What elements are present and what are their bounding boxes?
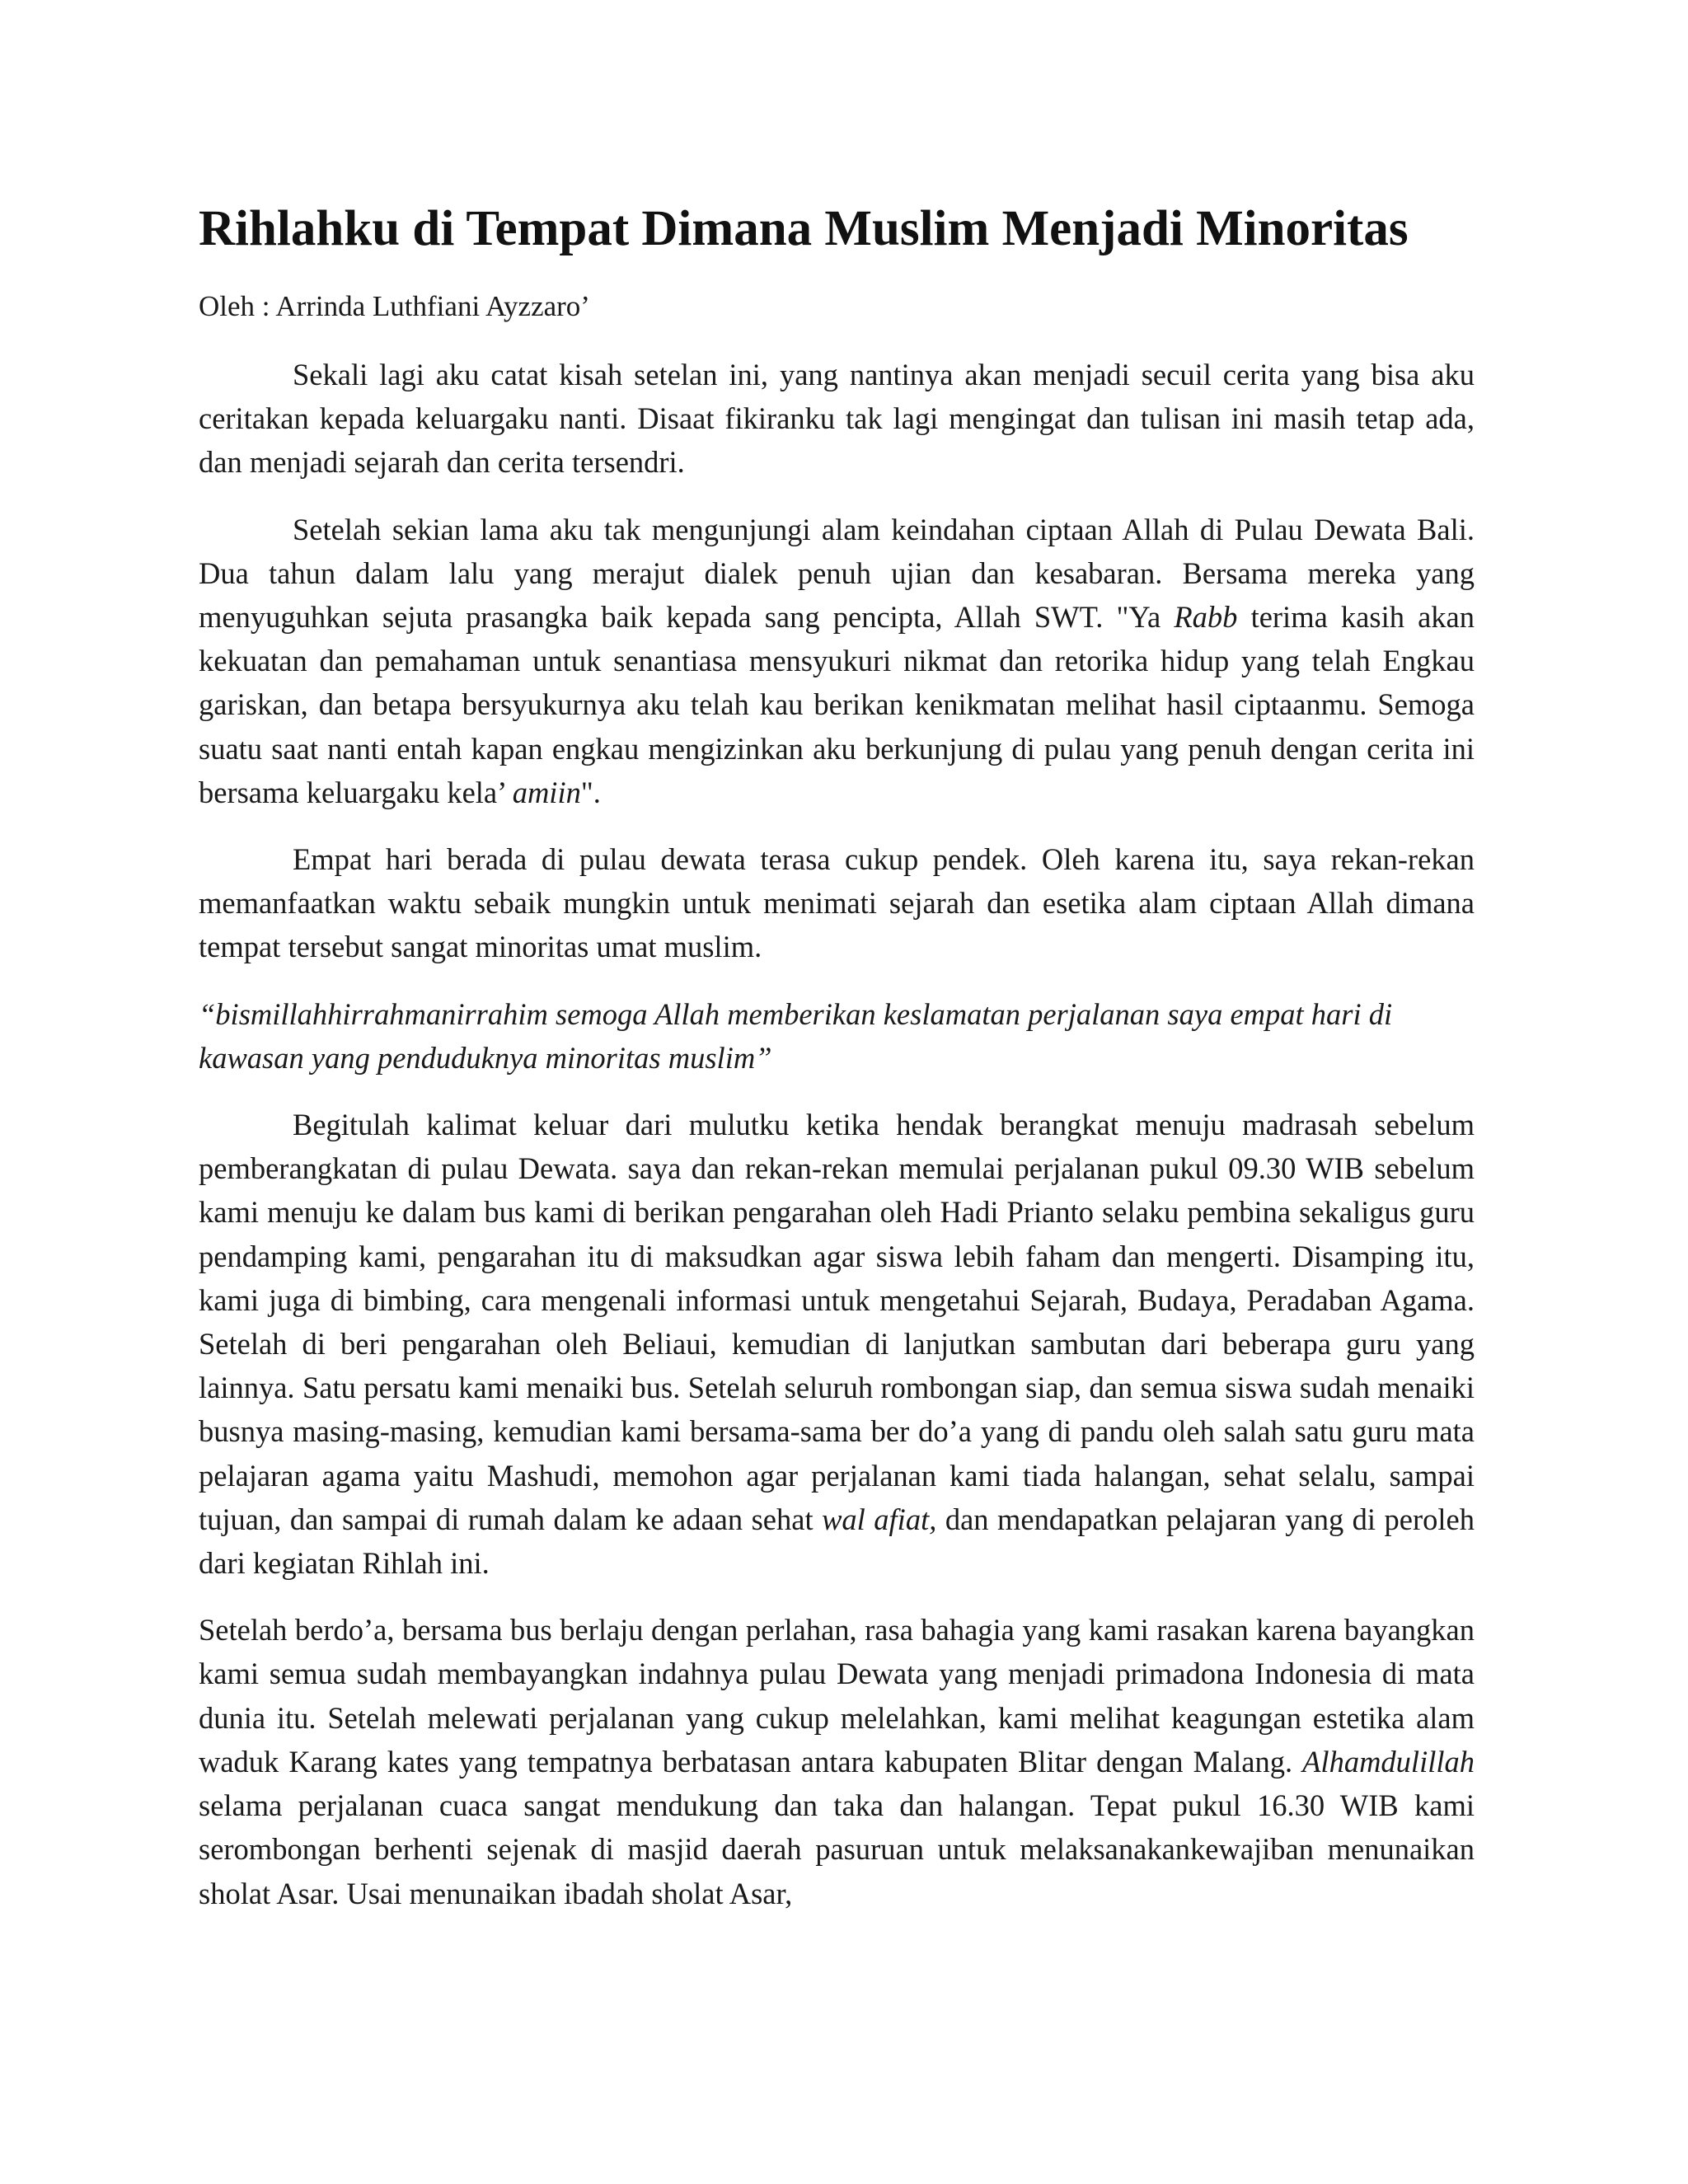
paragraph-text: selama perjalanan cuaca sangat mendukung dan taka dan halangan. Tepat pukul 16.30 WIB kami serombongan berhenti sejenak di masjid daerah pasuruan untuk melaksanakankewajiban menunaikan sholat Asar. Usai menunaikan ibadah sholat Asar, bbox=[199, 1788, 1475, 1910]
italic-term: Rabb bbox=[1174, 600, 1238, 635]
paragraph-text: Setelah berdo’a, bersama bus berlaju dengan perlahan, rasa bahagia yang kami rasakan karena bayangkan kami semua sudah membayangkan indahnya pulau Dewata yang menjadi primadona Indonesia di mata dunia itu. Setelah melewati perjalanan yang cukup melelahkan, kami melihat keagungan estetika alam waduk Karang kates yang tempatnya berbatasan antara kabupaten Blitar dengan Malang. bbox=[199, 1613, 1475, 1779]
author-line: Oleh : Arrinda Luthfiani Ayzzaro’ bbox=[199, 290, 590, 322]
quote-text: “bismillahhirrahmanirrahim semoga Allah memberikan keslamatan perjalanan saya empat hari di kawasan yang penduduknya minoritas muslim” bbox=[199, 996, 1393, 1075]
italic-term: amiin bbox=[512, 775, 581, 809]
italic-term: Alhamdulillah bbox=[1302, 1744, 1475, 1779]
paragraph-3 bbox=[199, 837, 1475, 969]
quote-paragraph bbox=[199, 992, 1475, 1080]
italic-term: wal afiat, bbox=[822, 1502, 937, 1536]
paragraph-text: terima kasih akan kekuatan dan pemahaman untuk senantiasa mensyukuri nikmat dan retorika hidup yang telah Engkau gariskan, dan betapa bersyukurnya aku telah kau berikan kenikmatan melihat hasil ciptaanmu. Semoga suatu saat nanti entah kapan engkau mengizinkan aku berkunjung di pulau yang penuh dengan cerita ini bersama keluargaku kela’ bbox=[199, 600, 1475, 809]
paragraph-5 bbox=[199, 1608, 1475, 1915]
paragraph-text: Setelah sekian lama aku tak mengunjungi alam keindahan ciptaan Allah di Pulau Dewata Bali. Dua tahun dalam lalu yang merajut dialek penuh ujian dan kesabaran. Bersama mereka yang menyuguhkan sejuta prasangka baik kepada sang pencipta, Allah SWT. "Ya bbox=[199, 512, 1475, 635]
document-title: Rihlahku di Tempat Dimana Muslim Menjadi Minoritas bbox=[199, 201, 1409, 256]
paragraph-2 bbox=[199, 508, 1475, 814]
paragraph-text: dan mendapatkan pelajaran yang di peroleh dari kegiatan Rihlah ini. bbox=[199, 1502, 1475, 1581]
paragraph-4 bbox=[199, 1103, 1475, 1585]
paragraph-text: ". bbox=[580, 775, 601, 809]
document-body bbox=[199, 196, 1475, 1938]
paragraph-text: Empat hari berada di pulau dewata terasa cukup pendek. Oleh karena itu, saya rekan-rekan memanfaatkan waktu sebaik mungkin untuk menimati sejarah dan esetika alam ciptaan Allah dimana tempat tersebut sangat minoritas umat muslim. bbox=[199, 842, 1475, 964]
paragraph-text: Begitulah kalimat keluar dari mulutku ketika hendak berangkat menuju madrasah sebelum pemberangkatan di pulau Dewata. saya dan rekan-rekan memulai perjalanan pukul 09.30 WIB sebelum kami menuju ke dalam bus kami di berikan pengarahan oleh Hadi Prianto selaku pembina sekaligus guru pendamping kami, pengarahan itu di maksudkan agar siswa lebih faham dan mengerti. Disamping itu, kami juga di bimbing, cara mengenali informasi untuk mengetahui Sejarah, Budaya, Peradaban Agama. Setelah di beri pengarahan oleh Beliaui, kemudian di lanjutkan sambutan dari beberapa guru yang lainnya. Satu persatu kami menaiki bus. Setelah seluruh rombongan siap, dan semua siswa sudah menaiki busnya masing-masing, kemudian kami bersama-sama ber do’a yang di pandu oleh salah satu guru mata pelajaran agama yaitu Mashudi, memohon agar perjalanan kami tiada halangan, sehat selalu, sampai tujuan, dan sampai di rumah dalam ke adaan sehat bbox=[199, 1108, 1475, 1536]
paragraph-text: Sekali lagi aku catat kisah setelan ini, yang nantinya akan menjadi secuil cerita yang bisa aku ceritakan kepada keluargaku nanti. Disaat fikiranku tak lagi mengingat dan tulisan ini masih tetap ada, dan menjadi sejarah dan cerita tersendri. bbox=[199, 358, 1475, 480]
paragraph-1 bbox=[199, 353, 1475, 485]
